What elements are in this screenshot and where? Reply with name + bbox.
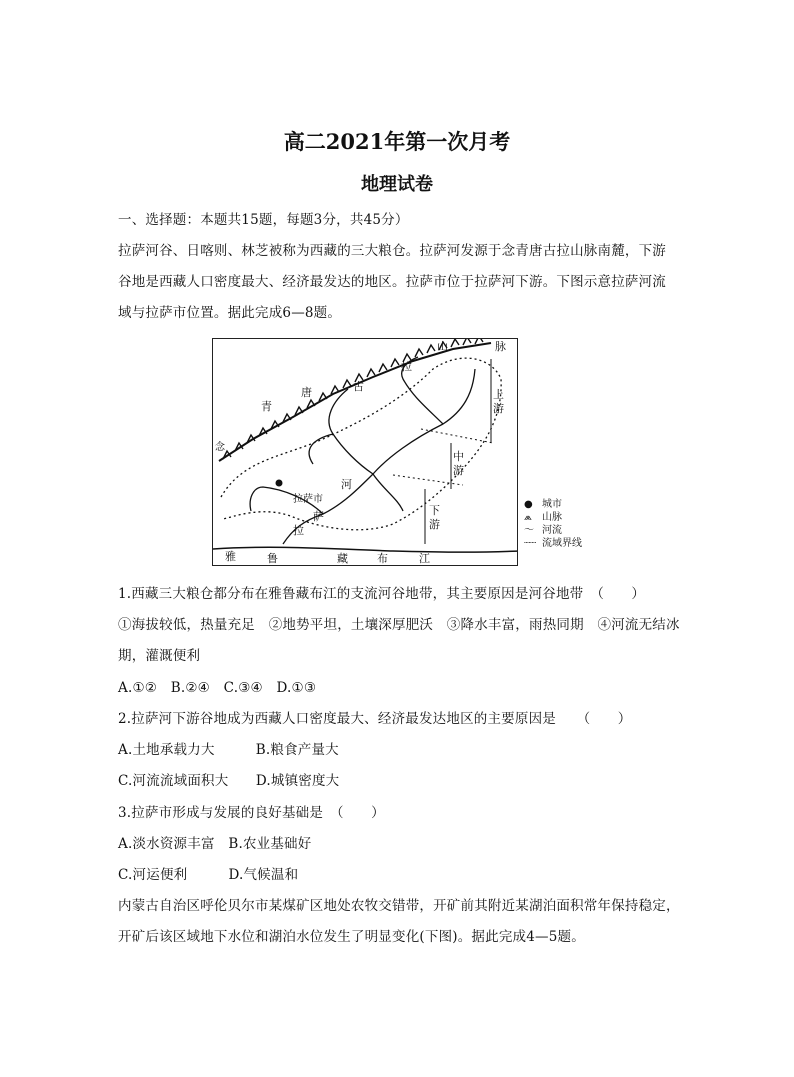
yarlung-char-2: 鲁: [267, 552, 278, 565]
upstream-char-2: 游: [493, 402, 504, 415]
q1-options-2: 期，灌溉便利: [118, 648, 201, 664]
upper-mid-divider: [421, 429, 493, 443]
mountain-char-4: 古: [353, 380, 364, 393]
yarlung-char-3: 藏: [337, 552, 348, 565]
legend-city: ● 城市: [524, 499, 562, 510]
lhasa-city-label: 拉萨市: [293, 494, 323, 505]
mountain-char-2: 青: [261, 400, 272, 413]
boundary-dash-icon: ┈┈: [524, 538, 537, 549]
intro-line-2: 谷地是西藏人口密度最大、经济最发达的地区。拉萨市位于拉萨河下游。下图示意拉萨河流: [118, 274, 666, 290]
midstream-char-2: 游: [453, 464, 464, 477]
yarlung-char-5: 江: [419, 552, 430, 565]
upstream-char-1: 上: [493, 388, 504, 401]
exam-subtitle: 地理试卷: [361, 174, 433, 195]
q1-choices: A.①② B.②④ C.③④ D.①③: [118, 680, 317, 696]
legend-river: 〜 河流: [524, 525, 562, 536]
q3-choices-1: A.淡水资源丰富 B.农业基础好: [118, 836, 312, 852]
section-heading: 一、选择题：本题共15题，每题3分，共45分）: [118, 212, 409, 228]
yarlung-char-1: 雅: [225, 550, 236, 563]
yarlung-tsangpo-river: [213, 547, 518, 552]
river-label-sa: 萨: [313, 510, 324, 523]
downstream-char-2: 游: [429, 518, 440, 531]
legend-mountain: ⩕ 山脉: [524, 512, 562, 523]
yarlung-char-4: 布: [377, 552, 388, 565]
q1-stem: 1.西藏三大粮仓都分布在雅鲁藏布江的支流河谷地带，其主要原因是河谷地带 （ ）: [118, 586, 646, 602]
mountain-icon: ⩕: [524, 512, 532, 523]
map-drawing: [213, 339, 518, 566]
mountain-char-7: 脉: [495, 340, 506, 353]
intro2-line-2: 开矿后该区域地下水位和湖泊水位发生了明显变化(下图)。据此完成4—5题。: [118, 929, 585, 945]
river-label-he: 河: [341, 478, 352, 491]
lhasa-river-map: [212, 338, 518, 566]
q3-stem: 3.拉萨市形成与发展的良好基础是 （ ）: [118, 805, 385, 821]
intro-line-3: 域与拉萨市位置。据此完成6—8题。: [118, 305, 342, 321]
exam-title: 高二2021年第一次月考: [283, 129, 511, 154]
intro2-line-1: 内蒙古自治区呼伦贝尔市某煤矿区地处农牧交错带，开矿前其附近某湖泊面积常年保持稳定，: [118, 898, 680, 914]
mountain-char-6: 山: [437, 340, 448, 353]
intro-line-1: 拉萨河谷、日喀则、林芝被称为西藏的三大粮仓。拉萨河发源于念青唐古拉山脉南麓，下游: [118, 243, 666, 259]
river-label-la: 拉: [293, 524, 304, 537]
q2-choices-1: A.土地承载力大 B.粮食产量大: [118, 742, 339, 758]
downstream-char-1: 下: [429, 504, 440, 517]
map-legend: [524, 498, 582, 550]
river-icon: 〜: [524, 525, 534, 536]
q2-choices-2: C.河流流域面积大 D.城镇密度大: [118, 773, 340, 789]
legend-boundary: ┈┈ 流域界线: [524, 538, 582, 549]
city-dot-icon: ●: [524, 499, 533, 510]
q3-choices-2: C.河运便利 D.气候温和: [118, 867, 299, 883]
mountain-char-1: 念: [215, 442, 225, 453]
lhasa-city-marker: [276, 480, 283, 487]
midstream-char-1: 中: [453, 450, 464, 463]
mountain-ticks: [223, 339, 483, 459]
q1-options-1: ①海拔较低，热量充足 ②地势平坦，土壤深厚肥沃 ③降水丰富，雨热同期 ④河流无结冰: [118, 617, 680, 633]
mountain-char-3: 唐: [301, 386, 312, 399]
q2-stem: 2.拉萨河下游谷地成为西藏人口密度最大、经济最发达地区的主要原因是 （ ）: [118, 711, 632, 727]
mountain-char-5: 拉: [401, 360, 412, 373]
